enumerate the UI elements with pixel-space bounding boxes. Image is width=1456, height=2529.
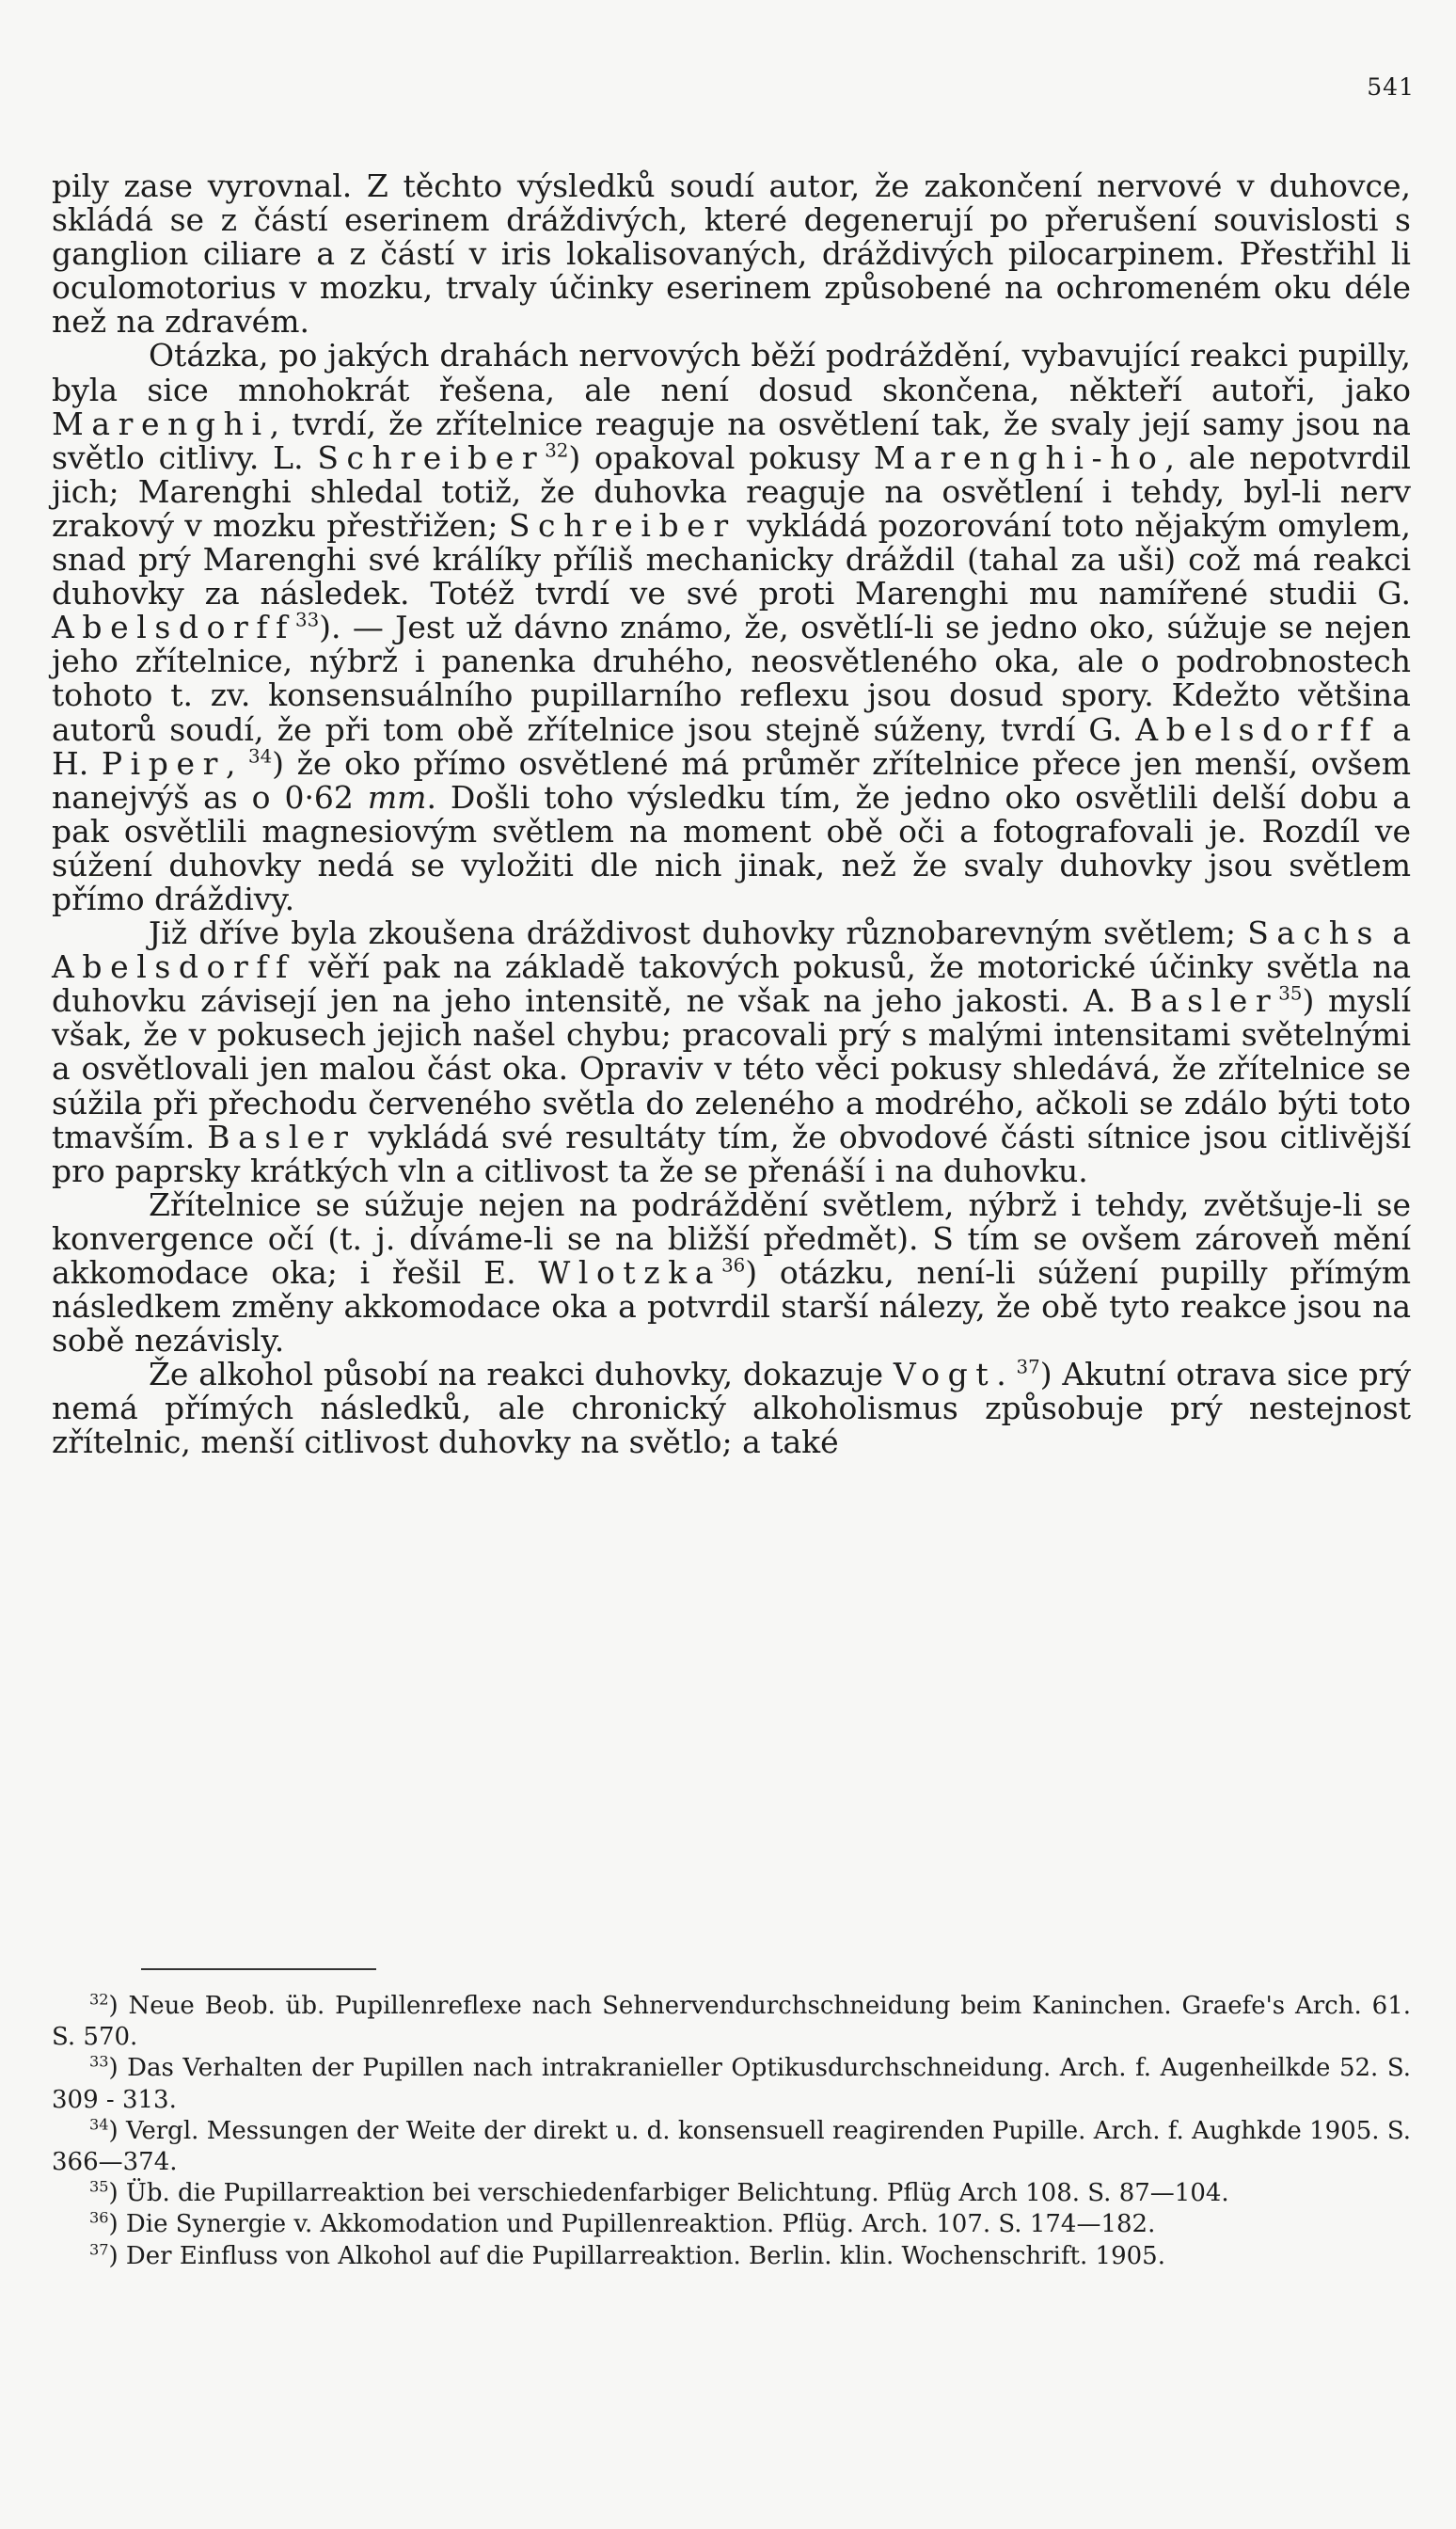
spaced-author-name: Vogt bbox=[893, 1356, 997, 1393]
spaced-author-name: Marenghi-ho bbox=[873, 438, 1165, 476]
spaced-author-name: Basler bbox=[1130, 982, 1279, 1020]
spaced-author-name: Piper bbox=[101, 744, 226, 782]
footnote-number: 36 bbox=[89, 2209, 109, 2228]
text-run: ) že oko přímo osvětlené má průměr zřítelnice přece jen menší, ovšem nanejvýš as o 0·62 bbox=[52, 744, 1411, 816]
text-run: vykládá pozorování toto nějakým omylem, snad prý Marenghi své králíky příliš mechanicky dráždil (tahal za uši) což má reakci duhovky za následek. Totéž tvrdí ve své proti Marenghi mu namířené studii G. bbox=[52, 506, 1411, 612]
spaced-author-name: Sachs bbox=[1247, 915, 1382, 952]
footnote bbox=[52, 2178, 1411, 2209]
text-run: ). — Jest už dávno známo, že, osvětlí-li se jedno oko, súžuje se nejen jeho zřítelnice, nýbrž i panenka druhého, neosvětleného oka, ale o podrobnostech tohoto t. zv. konsensuálního pupillarního reflexu jsou dosud spory. Kdežto většina autorů soudí, že při tom obě zřítelnice jsou stejně súženy, tvrdí G. bbox=[52, 609, 1411, 748]
spaced-author-name: Abelsdorff bbox=[52, 948, 295, 986]
text-run: , ale nepotvrdil jich; Marenghi shledal totiž, že duhovka reaguje na osvětlení i tehdy, byl-li nerv zrakový v mozku přestřižen; bbox=[52, 438, 1411, 544]
footnote-reference: 37 bbox=[1016, 1357, 1040, 1379]
footnote bbox=[52, 2209, 1411, 2240]
paragraph bbox=[52, 1358, 1411, 1459]
footnote-reference: 36 bbox=[721, 1254, 746, 1277]
spaced-author-name: Basler bbox=[207, 1118, 356, 1155]
spaced-author-name: Wlotzka bbox=[538, 1254, 722, 1291]
footnote bbox=[52, 1991, 1411, 2053]
footnote-number: 37 bbox=[89, 2240, 109, 2259]
footnote-reference: 33 bbox=[294, 609, 320, 631]
footnote-number: 33 bbox=[89, 2053, 109, 2072]
footnote-text: ) Neue Beob. üb. Pupillenreflexe nach Sehnervendurchschneidung beim Kaninchen. Graefe's Arch. 61. S. 570. bbox=[52, 1992, 1411, 2052]
spaced-author-name: Marenghi bbox=[52, 405, 270, 442]
footnote-number: 32 bbox=[89, 1990, 109, 2009]
footnote bbox=[52, 2053, 1411, 2115]
footnote-reference: 34 bbox=[248, 745, 273, 768]
footnote-reference: 35 bbox=[1278, 982, 1303, 1005]
footnote-text: ) Vergl. Messungen der Weite der direkt u. d. konsensuell reagirenden Pupille. Arch. f. Aughkde 1905. S. 366—374. bbox=[52, 2116, 1411, 2177]
text-run: Zřítelnice se súžuje nejen na podráždění světlem, nýbrž i tehdy, zvětšuje-li se konvergence očí (t. j. díváme-li se na bližší předmět). S tím se ovšem zároveň mění akkomodace oka; i řešil E. bbox=[52, 1185, 1411, 1291]
text-run: ) otázku, není-li súžení pupilly přímým následkem změny akkomodace oka a potvrdil starší nálezy, že obě tyto reakce jsou na sobě nezávisly. bbox=[52, 1254, 1411, 1360]
footnote-text: ) Üb. die Pupillarreaktion bei verschiedenfarbiger Belichtung. Pflüg Arch 108. S. 87—104. bbox=[108, 2179, 1229, 2208]
footnote-text: ) Das Verhalten der Pupillen nach intrakranieller Optikusdurchschneidung. Arch. f. Augenheilkde 52. S. 309 - 313. bbox=[52, 2054, 1411, 2114]
paragraph bbox=[52, 916, 1411, 1188]
footnote bbox=[52, 2116, 1411, 2178]
paragraph bbox=[52, 339, 1411, 916]
text-run: vykládá své resultáty tím, že obvodové části sítnice jsou citlivější pro paprsky krátkých vln a citlivost ta že se přenáší i na duhovku. bbox=[52, 1118, 1411, 1189]
footnote bbox=[52, 2241, 1411, 2272]
text-run: , bbox=[225, 744, 248, 782]
page-number: 541 bbox=[1367, 73, 1415, 101]
text-run: ) Akutní otrava sice prý nemá přímých následků, ale chronický alkoholismus způsobuje prý nestejnost zřítelnic, menší citlivost duhovky na světlo; a také bbox=[52, 1356, 1411, 1461]
footnote-text: ) Die Synergie v. Akkomodation und Pupillenreaktion. Pflüg. Arch. 107. S. 174—182. bbox=[108, 2210, 1156, 2239]
text-run: pily zase vyrovnal. Z těchto výsledků soudí autor, že zakončení nervové v duhovce, skládá se z částí eserinem dráždivých, které degenerují po přerušení souvislosti s ganglion ciliare a z částí v iris lokalisovaných, dráždivých pilocarpinem. Přestřihl li oculomotorius v mozku, trvaly účinky eserinem způsobené na ochromeném oku déle než na zdravém. bbox=[52, 167, 1411, 341]
footnote-text: ) Der Einfluss von Alkohol auf die Pupillarreaktion. Berlin. klin. Wochenschrift. 1905. bbox=[108, 2241, 1165, 2270]
text-run: , tvrdí, že zřítelnice reaguje na osvětlení tak, že svaly její samy jsou na světlo citlivy. L. bbox=[52, 405, 1411, 476]
footnote-reference: 32 bbox=[545, 439, 569, 462]
footnotes bbox=[52, 1991, 1411, 2272]
paragraph bbox=[52, 1185, 1411, 1360]
spaced-author-name: Schreiber bbox=[508, 506, 736, 544]
text-run: ) myslí však, že v pokusech jejich našel chybu; pracovali prý s malými intensitami světelnými a osvětlovali jen malou část oka. Opraviv v této věci pokusy shledává, že zřítelnice se súžila při přechodu červeného světla do zeleného a modrého, ačkoli se zdálo býti toto tmavším. bbox=[52, 982, 1412, 1155]
footnote-number: 34 bbox=[89, 2115, 109, 2134]
footnote-number: 35 bbox=[89, 2177, 109, 2196]
text-run: Že alkohol působí na reakci duhovky, dokazuje bbox=[149, 1356, 894, 1393]
spaced-author-name: Abelsdorff bbox=[52, 609, 295, 646]
text-run: ) opakoval pokusy bbox=[568, 438, 874, 476]
body-text bbox=[52, 169, 1411, 1460]
text-run: a H. bbox=[52, 710, 1412, 782]
footnote-divider bbox=[141, 1968, 376, 1970]
text-run: . bbox=[996, 1356, 1017, 1393]
spaced-author-name: Schreiber bbox=[317, 438, 546, 476]
text-run: Otázka, po jakých drahách nervových běží podráždění, vybavující reakci pupilly, byla sice mnohokrát řešena, ale není dosud skončena, někteří autoři, jako bbox=[52, 337, 1411, 408]
italic-unit: mm bbox=[367, 778, 427, 816]
text-run: a bbox=[1381, 915, 1411, 952]
text-run: Již dříve byla zkoušena dráždivost duhovky různobarevným světlem; bbox=[149, 915, 1248, 952]
paragraph bbox=[52, 169, 1411, 339]
spaced-author-name: Abelsdorff bbox=[1135, 710, 1380, 748]
text-run: . Došli toho výsledku tím, že jedno oko osvětlili delší dobu a pak osvětlili magnesiovým světlem na moment obě oči a fotografovali je. Rozdíl ve súžení duhovky nedá se vyložiti dle nich jinak, než že svaly duhovky jsou světlem přímo dráždivy. bbox=[52, 778, 1412, 917]
text-run: věří pak na základě takových pokusů, že motorické účinky světla na duhovku závisejí jen na jeho intensitě, ne však na jeho jakosti. A. bbox=[52, 948, 1411, 1020]
